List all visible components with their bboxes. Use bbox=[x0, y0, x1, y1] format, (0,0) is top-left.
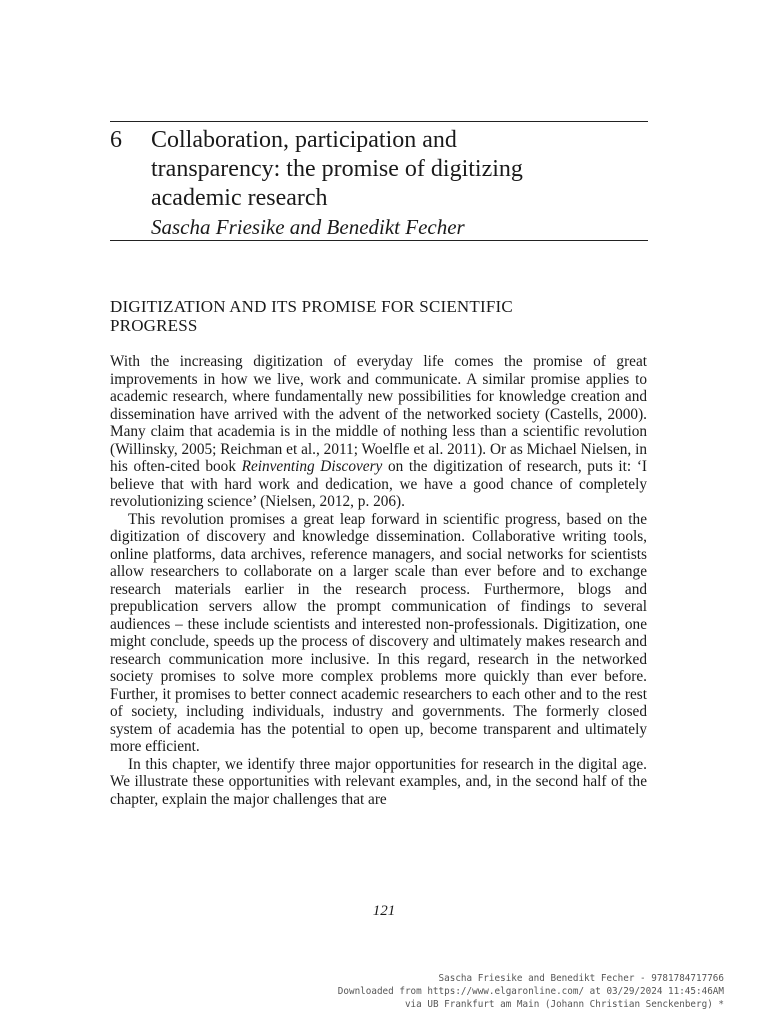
body-text bbox=[110, 353, 647, 808]
paragraph-text: With the increasing digitization of everyday life comes the promise of great improvements in how we live, work and communicate. A similar promise applies to academic research, where fundamentally new possibilities for knowledge creation and dissemination have arrived with the advent of the networked society (Castells, 2000). Many claim that academia is in the middle of nothing less than a scientific revolution (Willinsky, 2005; Reichman et al., 2011; Woelfle et al. 2011). Or as Michael Nielsen, in his often-cited book bbox=[110, 353, 647, 475]
section-heading-line: PROGRESS bbox=[110, 316, 198, 335]
book-title: Reinventing Discovery bbox=[241, 458, 383, 475]
paragraph: In this chapter, we identify three major opportunities for research in the digital age. We illustrate these opportunities with relevant examples, and, in the second half of the chapter, explain the major challenges that are bbox=[110, 755, 647, 808]
watermark-line: via UB Frankfurt am Main (Johann Christian Senckenberg) * bbox=[404, 999, 724, 1010]
chapter-title-line: Collaboration, participation and bbox=[151, 127, 457, 153]
chapter-title bbox=[151, 126, 650, 213]
download-watermark bbox=[204, 972, 724, 1011]
header-rule-bottom bbox=[110, 240, 648, 241]
chapter-heading bbox=[110, 126, 650, 241]
chapter-title-line: academic research bbox=[151, 185, 328, 211]
page-number: 121 bbox=[372, 903, 396, 919]
chapter-authors: Sascha Friesike and Benedikt Fecher bbox=[151, 215, 465, 239]
chapter-title-line: transparency: the promise of digitizing bbox=[151, 156, 523, 182]
paragraph: This revolution promises a great leap forward in scientific progress, based on the digitization of discovery and knowledge dissemination. Collaborative writing tools, online platforms, data archives, reference managers, and social networks for scientists allow researchers to collaborate on a larger scale than ever before and to exchange research materials earlier in the research process. Furthermore, blogs and prepublication servers allow the prompt communication of findings to several audiences – these include scientists and interested non-professionals. Digitization, one might conclude, speeds up the process of discovery and ultimately makes research and research communication more inclusive. In this regard, research in the networked society promises to solve more complex problems more quickly than ever before. Further, it promises to better connect academic researchers to each other and to the rest of society, including individuals, industry and governments. The formerly closed system of academia has the potential to open up, become transparent and ultimately more efficient. bbox=[110, 510, 647, 755]
chapter-title-block bbox=[151, 126, 650, 241]
chapter-number: 6 bbox=[110, 127, 122, 153]
paragraph bbox=[110, 353, 647, 511]
section-heading-line: DIGITIZATION AND ITS PROMISE FOR SCIENTIFIC bbox=[110, 297, 513, 316]
paragraph-text: on the digitization of research, puts it: ‘I believe that with hard work and dedication, we have a good chance of completely revolutionizing science’ (Nielsen, 2012, p. 206). bbox=[110, 458, 648, 510]
header-rule-top bbox=[110, 121, 648, 122]
watermark-line: Downloaded from https://www.elgaronline.com/ at 03/29/2024 11:45:46AM bbox=[337, 986, 724, 997]
section-heading bbox=[110, 297, 650, 335]
watermark-line: Sascha Friesike and Benedikt Fecher - 9781784717766 bbox=[438, 973, 724, 984]
